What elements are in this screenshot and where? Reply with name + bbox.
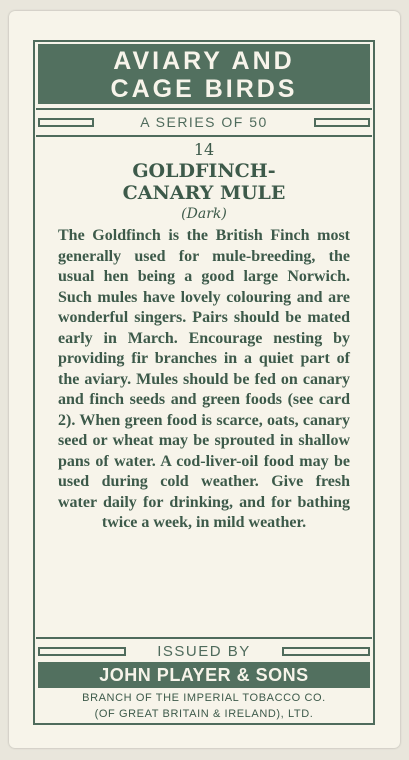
series-label: A SERIES OF 50: [140, 114, 268, 130]
series-row: [38, 112, 370, 132]
card-body: [58, 140, 350, 534]
decorative-bar-right: [282, 647, 370, 656]
title-line-1: AVIARY AND: [113, 47, 295, 75]
divider-top: [36, 108, 372, 110]
decorative-bar-right: [314, 118, 370, 127]
decorative-bar-left: [38, 118, 94, 127]
branch-line-1: BRANCH OF THE IMPERIAL TOBACCO CO.: [82, 692, 326, 704]
title-line-2: CAGE BIRDS: [110, 75, 298, 103]
issued-row: [38, 642, 370, 660]
branch-line-2: (OF GREAT BRITAIN & IRELAND), LTD.: [94, 708, 314, 720]
bird-subtitle: (Dark): [181, 206, 227, 222]
divider-bottom: [36, 637, 372, 639]
title-banner: [38, 44, 370, 104]
bird-title-line-1: GOLDFINCH-: [132, 160, 276, 182]
card-number: 14: [193, 140, 215, 159]
description-text: The Goldfinch is the British Finch most generally used for mule-breeding, the usual hen being a good large Norwich. Such mules have lovely colouring and are wonderful singers. Pairs should be mated early in March. Encourage nesting by providing fir branches in a quiet part of the aviary. Mules should be fed on canary and finch seeds and green foods (see card 2). When green food is scarce, oats, canary seed or wheat may be sprouted in shallow pans of water. A cod-liver-oil food may be used during cold weather. Give fresh water daily for drinking, and for bathing twice a week, in mild weather.: [58, 227, 350, 531]
bird-title-line-2: CANARY MULE: [122, 182, 286, 204]
branch-text: [38, 690, 370, 722]
decorative-bar-left: [38, 647, 126, 656]
maker-banner: JOHN PLAYER & SONS: [38, 662, 370, 688]
divider-series: [36, 135, 372, 137]
issued-by-label: ISSUED BY: [157, 642, 251, 660]
